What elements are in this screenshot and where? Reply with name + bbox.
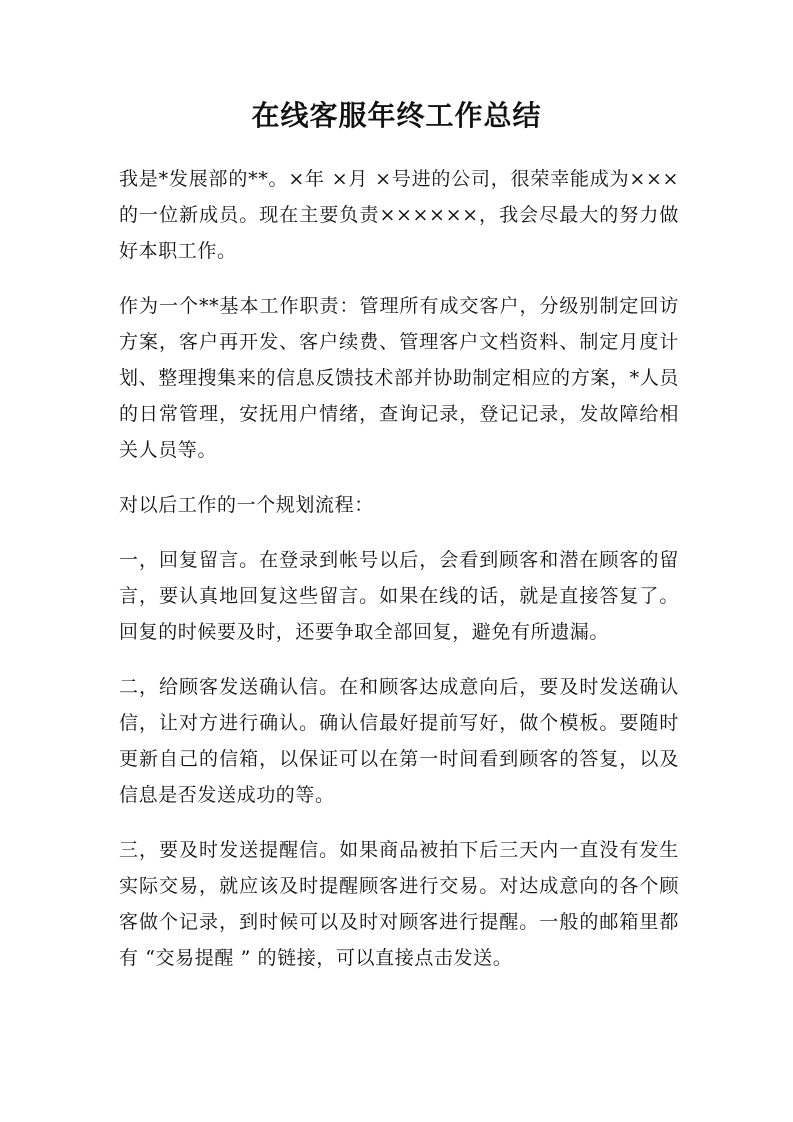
- document-title: 在线客服年终工作总结: [251, 99, 542, 132]
- paragraph-step-three: 三，要及时发送提醒信。如果商品被拍下后三天内一直没有发生实际交易，就应该及时提醒顾客进行交易。对达成意向的各个顾客做个记录，到时候可以及时对顾客进行提醒。一般的邮箱里都有 “交易提醒 ” 的链接，可以直接点击发送。: [119, 839, 679, 969]
- document-body: [119, 161, 679, 995]
- paragraph-plan-heading: 对以后工作的一个规划流程：: [119, 494, 374, 516]
- paragraph-duties: 作为一个**基本工作职责：管理所有成交客户，分级别制定回访方案，客户再开发、客户续费、管理客户文档资料、制定月度计划、整理搜集来的信息反馈技术部并协助制定相应的方案，*人员的日常管理，安抚用户情绪，查询记录，登记记录，发故障给相关人员等。: [119, 295, 679, 461]
- paragraph-intro: 我是*发展部的**。×年 ×月 ×号进的公司，很荣幸能成为×××的一位新成员。现在主要负责××××××，我会尽最大的努力做好本职工作。: [119, 168, 679, 262]
- paragraph-step-two: 二，给顾客发送确认信。在和顾客达成意向后，要及时发送确认信，让对方进行确认。确认信最好提前写好，做个模板。要随时更新自己的信箱，以保证可以在第一时间看到顾客的答复，以及信息是否发送成功的等。: [119, 676, 679, 806]
- paragraph-step-one: 一，回复留言。在登录到帐号以后，会看到顾客和潜在顾客的留言，要认真地回复这些留言。如果在线的话，就是直接答复了。回复的时候要及时，还要争取全部回复，避免有所遗漏。: [119, 549, 679, 643]
